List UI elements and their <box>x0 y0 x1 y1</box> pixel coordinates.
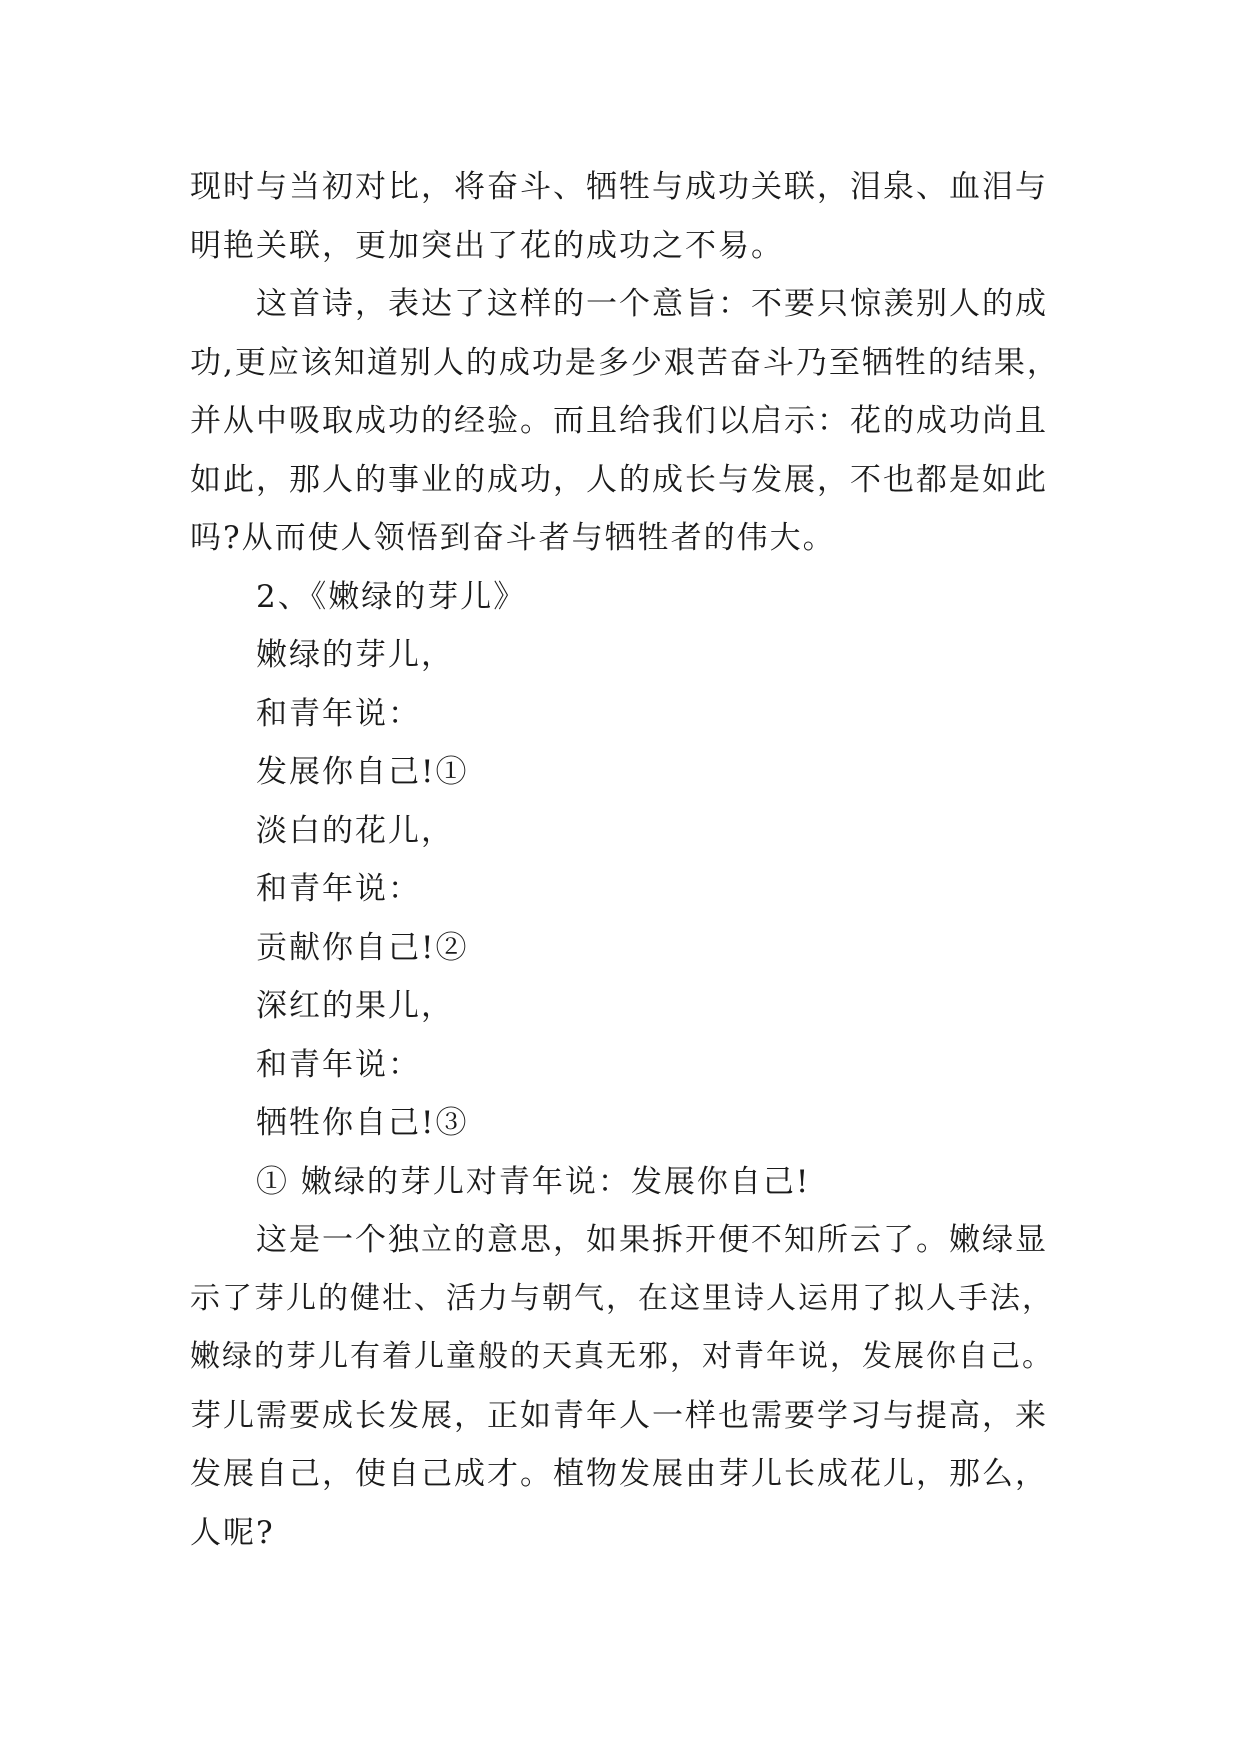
text-line: 和青年说： <box>256 1046 421 1083</box>
text-line: 这首诗，表达了这样的一个意旨：不要只惊羡别人的成 <box>256 286 1048 322</box>
text-line: 牺牲你自己!③ <box>256 1105 469 1141</box>
text-line: 现时与当初对比，将奋斗、牺牲与成功关联，泪泉、血泪与 <box>190 169 1048 205</box>
text-line: 这是一个独立的意思，如果拆开便不知所云了。嫩绿显 <box>256 1222 1048 1258</box>
text-line: 发展自己，使自己成才。植物发展由芽儿长成花儿，那么， <box>190 1456 1048 1492</box>
text-line: 嫩绿的芽儿， <box>256 637 454 673</box>
text-line: 并从中吸取成功的经验。而且给我们以启示：花的成功尚且 <box>190 403 1048 439</box>
text-line: 芽儿需要成长发展，正如青年人一样也需要学习与提高，来 <box>190 1397 1048 1434</box>
body-text <box>190 158 1060 1562</box>
text-line: 深红的果儿， <box>256 988 454 1024</box>
text-line: 吗?从而使人领悟到奋斗者与牺牲者的伟大。 <box>190 520 836 556</box>
text-line: 嫩绿的芽儿有着儿童般的天真无邪，对青年说，发展你自己。 <box>190 1339 1054 1374</box>
text-line: 功,更应该知道别人的成功是多少艰苦奋斗乃至牺牲的结果， <box>190 344 1060 381</box>
text-line: 和青年说： <box>256 695 421 732</box>
text-line: 2、《嫩绿的芽儿》 <box>256 578 527 615</box>
text-line: ① 嫩绿的芽儿对青年说：发展你自己! <box>256 1163 811 1200</box>
text-line: 明艳关联，更加突出了花的成功之不易。 <box>190 227 784 264</box>
text-line: 和青年说： <box>256 871 421 907</box>
text-line: 淡白的花儿， <box>256 812 454 849</box>
text-line: 示了芽儿的健壮、活力与朝气，在这里诗人运用了拟人手法， <box>190 1280 1054 1316</box>
text-line: 发展你自己!① <box>256 754 469 790</box>
text-line: 如此，那人的事业的成功，人的成长与发展，不也都是如此 <box>190 461 1048 498</box>
text-line: 人呢? <box>190 1514 275 1551</box>
text-line: 贡献你自己!② <box>256 929 469 966</box>
